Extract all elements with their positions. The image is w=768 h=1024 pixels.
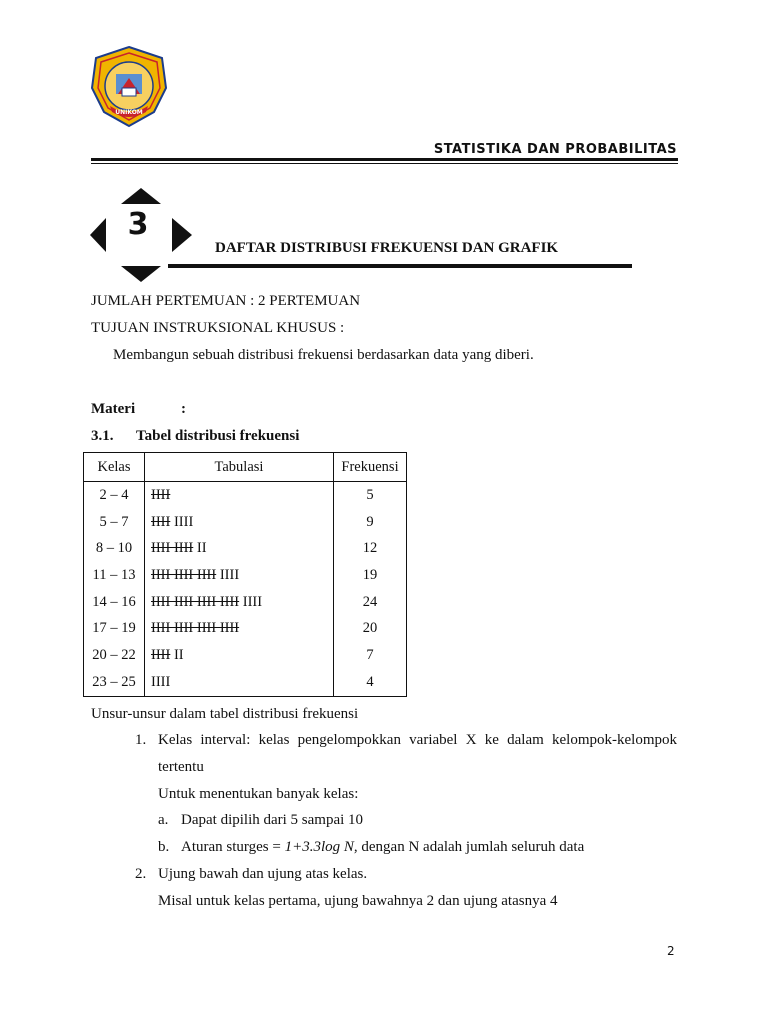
course-header-title: STATISTIKA DAN PROBABILITAS [433,142,677,157]
sublist-letter: a. [158,812,169,828]
arrow-down-icon [121,266,161,282]
tally-struck: IIII [151,646,171,663]
chapter-number: 3 [127,207,149,242]
frequency-table [83,452,407,697]
tally-struck: IIII IIII IIII [151,566,217,583]
table-row [84,642,407,669]
kelas-cell: 8 – 10 [84,535,145,562]
meeting-count: JUMLAH PERTEMUAN : 2 PERTEMUAN [91,293,361,309]
kelas-cell: 5 – 7 [84,509,145,536]
tally-rest: IIII [239,593,263,610]
table-row [84,535,407,562]
sturges-suffix: , dengan N adalah jumlah seluruh data [353,839,585,855]
list-number: 1. [135,732,147,748]
section-number: 3.1. [91,428,114,444]
kelas-cell: 17 – 19 [84,615,145,642]
logo-banner-text: UNIKOM [115,109,143,116]
objectives-label: TUJUAN INSTRUKSIONAL KHUSUS : [91,320,345,336]
tally-cell [145,535,334,562]
frequency-cell: 4 [366,673,374,690]
tally-struck: IIII [151,513,171,530]
tally-rest: IIII [151,673,171,690]
sublist-letter: b. [158,839,170,855]
page-number: 2 [667,944,675,958]
tally-struck: IIII IIII [151,540,194,557]
column-header-frekuensi: Frekuensi [334,453,407,482]
kelas-cell: 2 – 4 [84,482,145,509]
tally-cell [145,509,334,536]
tally-rest: IIII [170,513,194,530]
kelas-cell: 11 – 13 [84,562,145,589]
frequency-cell: 20 [362,620,378,637]
column-header-kelas: Kelas [84,453,145,482]
sturges-formula: 1+3.3log N [284,839,354,855]
list-number: 2. [135,866,147,882]
tally-struck: IIII [151,486,171,503]
tally-cell [145,642,334,669]
header-rule-thin [91,163,678,164]
header-rule [91,158,678,161]
elements-intro: Unsur-unsur dalam tabel distribusi frekuensi [91,706,359,722]
sublist-text: Dapat dipilih dari 5 sampai 10 [181,812,364,828]
table-row [84,562,407,589]
tally-struck: IIII IIII IIII IIII [151,620,240,637]
sturges-rule-text [181,839,584,856]
section-title: Tabel distribusi frekuensi [136,428,300,444]
frequency-cell: 7 [366,646,374,663]
unikom-logo [88,44,170,128]
table-header-row [84,453,407,482]
column-header-tabulasi: Tabulasi [145,453,334,482]
table-row [84,509,407,536]
tally-cell [145,615,334,642]
tally-rest: IIII [216,566,240,583]
list-item-text: Ujung bawah dan ujung atas kelas. [158,866,368,882]
frequency-cell: 9 [366,513,374,530]
frequency-cell: 24 [362,593,378,610]
tally-struck: IIII IIII IIII IIII [151,593,240,610]
frequency-cell: 12 [362,540,378,557]
sturges-prefix: Aturan sturges = [181,839,285,855]
frequency-cell: 5 [366,486,374,503]
tally-cell [145,482,334,509]
materi-colon: : [181,401,186,417]
example-text: Misal untuk kelas pertama, ujung bawahnya 2 dan ujung atasnya 4 [158,893,558,909]
chapter-rule [168,264,632,268]
table-row [84,615,407,642]
tally-rest: II [193,540,207,557]
list-item-text: Kelas interval: kelas pengelompokkan variabel X ke dalam kelompok-kelompok [158,732,677,748]
objective-text: Membangun sebuah distribusi frekuensi berdasarkan data yang diberi. [113,347,534,363]
kelas-cell: 14 – 16 [84,589,145,616]
tally-cell [145,669,334,696]
arrow-left-icon [90,218,106,252]
table-row [84,669,407,696]
table-row [84,589,407,616]
materi-label: Materi [91,401,136,417]
tally-rest: II [170,646,184,663]
table-row [84,482,407,509]
list-item-continuation: tertentu [158,759,204,775]
kelas-cell: 20 – 22 [84,642,145,669]
tally-cell [145,589,334,616]
arrow-up-icon [121,188,161,204]
arrow-right-icon [172,218,192,252]
class-count-intro: Untuk menentukan banyak kelas: [158,786,359,802]
chapter-title: DAFTAR DISTRIBUSI FREKUENSI DAN GRAFIK [215,240,559,256]
kelas-cell: 23 – 25 [84,669,145,696]
tally-cell [145,562,334,589]
frequency-cell: 19 [362,566,378,583]
